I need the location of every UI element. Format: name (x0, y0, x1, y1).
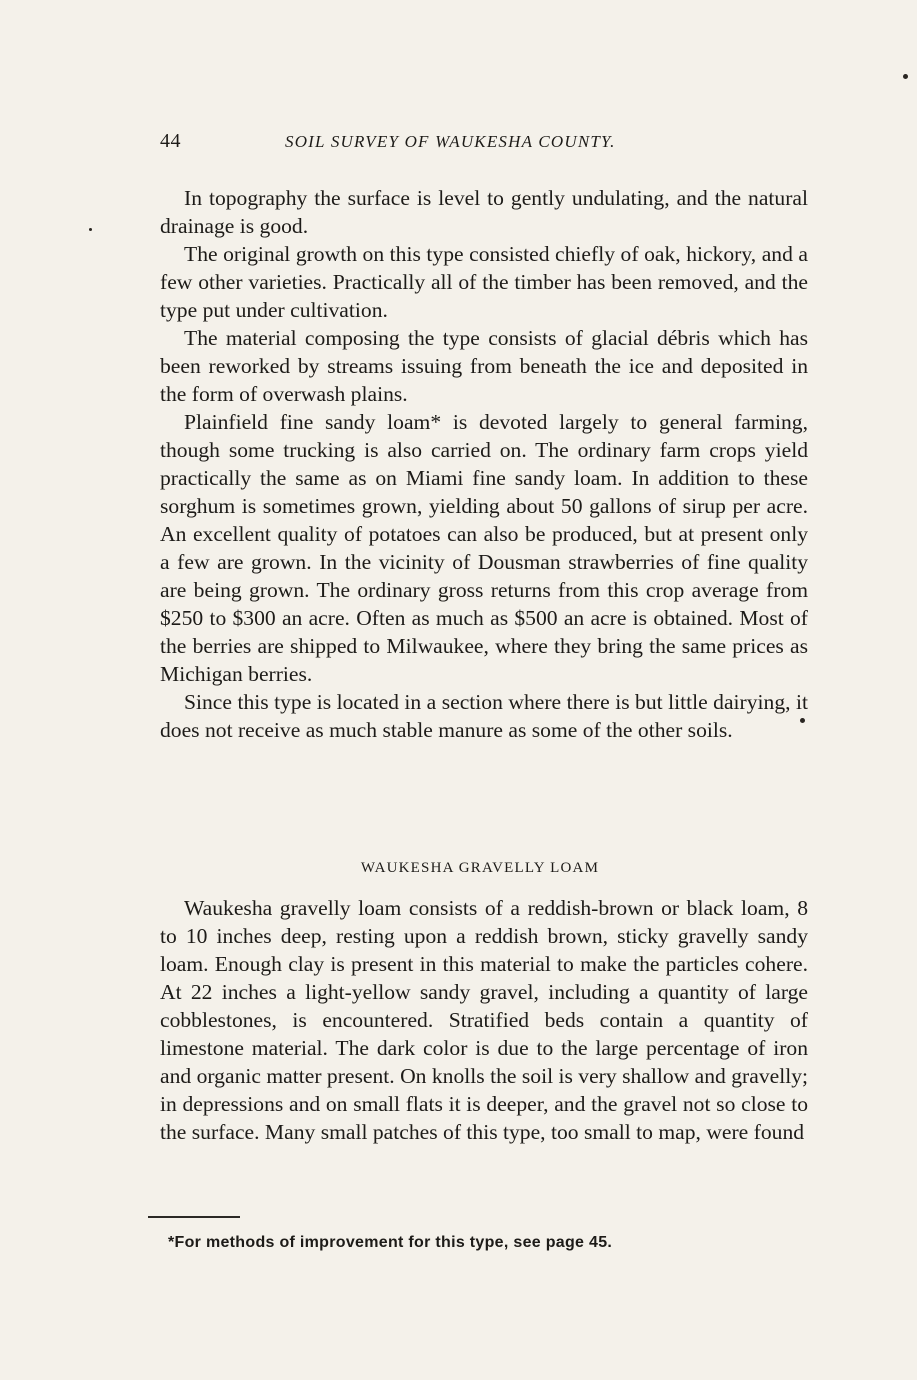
page-number: 44 (160, 130, 181, 152)
body-text-bottom (160, 894, 808, 1146)
paragraph-original-growth: The original growth on this type consisted chiefly of oak, hickory, and a few other varieties. Practically all of the timber has been removed, and the type put under cultivation. (160, 242, 808, 322)
ink-speck (89, 228, 92, 231)
paragraph-dairying: Since this type is located in a section where there is but little dairying, it does not receive as much stable manure as some of the other soils. (160, 690, 808, 742)
ink-speck (903, 74, 908, 79)
paragraph-topography: In topography the surface is level to gently undulating, and the natural drainage is good. (160, 186, 808, 238)
running-title: SOIL SURVEY OF WAUKESHA COUNTY. (285, 132, 616, 151)
ink-speck (800, 718, 805, 723)
body-text-top (160, 184, 808, 744)
footnote-rule (148, 1216, 240, 1218)
paragraph-gravelly-loam: Waukesha gravelly loam consists of a reddish-brown or black loam, 8 to 10 inches deep, resting upon a reddish brown, sticky gravelly sandy loam. Enough clay is present in this material to make the particles cohere. At 22 inches a light-yellow sandy gravel, including a quantity of large cobblestones, is encountered. Stratified beds contain a quantity of limestone material. The dark color is due to the large percentage of iron and organic matter present. On knolls the soil is very shallow and gravelly; in depressions and on small flats it is deeper, and the gravel not so close to the surface. Many small patches of this type, too small to map, were found (160, 896, 808, 1144)
section-heading: WAUKESHA GRAVELLY LOAM (360, 860, 600, 876)
paragraph-farming: Plainfield fine sandy loam* is devoted largely to general farming, though some trucking is also carried on. The ordinary farm crops yield practically the same as on Miami fine sandy loam. In addition to these sorghum is sometimes grown, yielding about 50 gallons of sirup per acre. An excellent quality of potatoes can also be produced, but at present only a few are grown. In the vicinity of Dousman strawberries of fine quality are being grown. The ordinary gross returns from this crop average from $250 to $300 an acre. Often as much as $500 an acre is obtained. Most of the berries are shipped to Milwaukee, where they bring the same prices as Michigan berries. (160, 410, 808, 686)
footnote: *For methods of improvement for this type, see page 45. (168, 1234, 613, 1251)
page-header (160, 130, 800, 158)
paragraph-material: The material composing the type consists of glacial débris which has been reworked by streams issuing from beneath the ice and deposited in the form of overwash plains. (160, 326, 808, 406)
